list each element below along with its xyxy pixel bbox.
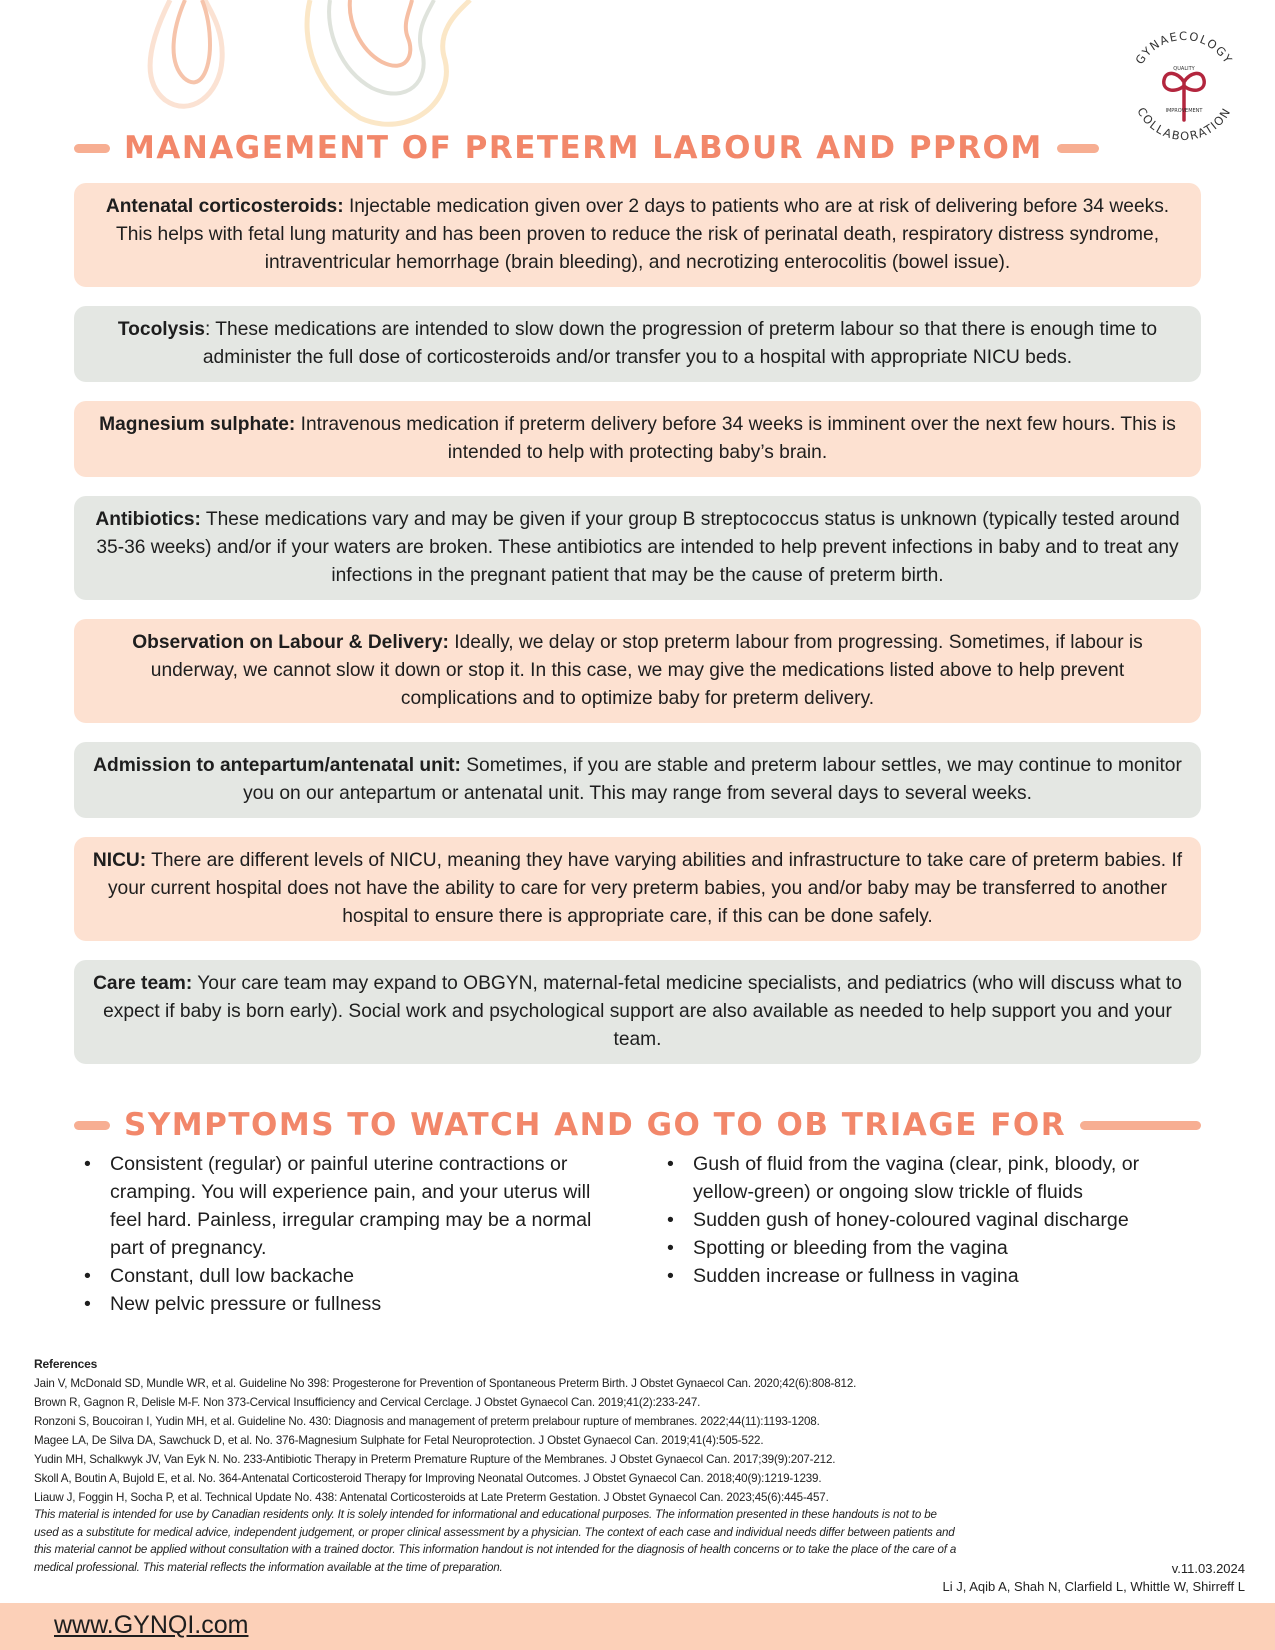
list-item: • Sudden gush of honey-coloured vaginal discharge xyxy=(667,1206,1187,1234)
decorative-rings xyxy=(110,0,530,130)
section-title: MANAGEMENT OF PRETERM LABOUR AND PPROM xyxy=(124,130,1043,166)
card-text: : These medications are intended to slow down the progression of preterm labour so that there is enough time to administer the full dose of corticosteroids and/or transfer you to a hospital with appropriate NICU beds. xyxy=(202,319,1158,368)
references xyxy=(34,1355,1044,1507)
list-item: • New pelvic pressure or fullness xyxy=(84,1290,594,1318)
card-nicu xyxy=(74,837,1201,941)
disclaimer: This material is intended for use by Canadian residents only. It is solely intended for informational and educational purposes. The information presented in these handouts is not to be used as a substitute for medical advice, independent judgement, or proper clinical assessment by a physician. The context of each case and individual needs differ between patients and this material cannot be applied without consultation with a trained doctor. This information handout is not intended for the diagnosis of health concerns or to take the place of the care of a medical professional. This material reflects the information available at the time of preparation. xyxy=(34,1508,957,1574)
card-antenatal-corticosteroids xyxy=(74,183,1201,287)
card-antibiotics xyxy=(74,496,1201,600)
reference-item: Jain V, McDonald SD, Mundle WR, et al. Guideline No 398: Progesterone for Prevention of Spontaneous Preterm Birth. J Obstet Gynaecol Can. 2020;42(6):808-812. xyxy=(34,1377,857,1390)
heading-bar-left xyxy=(74,1121,110,1130)
list-item: • Gush of fluid from the vagina (clear, pink, bloody, or yellow-green) or ongoing slow trickle of fluids xyxy=(667,1150,1187,1206)
list-item: • Constant, dull low backache xyxy=(84,1262,594,1290)
card-observation xyxy=(74,619,1201,723)
references-title: References xyxy=(34,1357,98,1371)
website-link[interactable]: www.GYNQI.com xyxy=(54,1611,249,1639)
card-text: Injectable medication given over 2 days to patients who are at risk of delivering before 34 weeks. This helps with fetal lung maturity and has been proven to reduce the risk of perinatal death, respiratory distress syndrome, intraventricular hemorrhage (brain bleeding), and necrotizing enterocolitis (bowel issue). xyxy=(115,196,1170,273)
list-item: • Sudden increase or fullness in vagina xyxy=(667,1262,1187,1290)
card-admission xyxy=(74,742,1201,818)
list-item: • Consistent (regular) or painful uterine contractions or cramping. You will experience pain, and your uterus will feel hard. Painless, irregular cramping may be a normal part of pregnancy. xyxy=(84,1150,594,1262)
section-heading-symptoms xyxy=(74,1107,1201,1143)
svg-text:IMPROVEMENT: IMPROVEMENT xyxy=(1165,108,1203,114)
card-text: There are different levels of NICU, meaning they have varying abilities and infrastructure to take care of preterm babies. If your current hospital does not have the ability to care for very preterm babies, you and/or baby may be transferred to another hospital to ensure there is appropriate care, if this can be done safely. xyxy=(107,850,1183,927)
card-text: Ideally, we delay or stop preterm labour from progressing. Sometimes, if labour is underway, we cannot slow it down or stop it. In this case, we may give the medications listed above to help prevent complications and to optimize baby for preterm delivery. xyxy=(150,632,1143,709)
section-title: SYMPTOMS TO WATCH AND GO TO OB TRIAGE FOR xyxy=(124,1107,1067,1143)
reference-item: Liauw J, Foggin H, Socha P, et al. Technical Update No. 438: Antenatal Corticosteroids at Late Preterm Gestation. J Obstet Gynaecol Can. 2023;45(6):445-457. xyxy=(34,1491,829,1504)
card-label: Care team: xyxy=(93,973,193,994)
card-label: Magnesium sulphate: xyxy=(99,414,296,435)
heading-bar-right xyxy=(1057,144,1099,153)
symptoms-list-left xyxy=(84,1150,594,1318)
gynqi-logo xyxy=(1118,22,1250,154)
version-info xyxy=(942,1560,1245,1596)
reference-item: Magee LA, De Silva DA, Sawchuck D, et al. No. 376-Magnesium Sulphate for Fetal Neuroprotection. J Obstet Gynaecol Can. 2019;41(4):505-522. xyxy=(34,1434,764,1447)
card-label: Antibiotics: xyxy=(95,509,201,530)
card-tocolysis xyxy=(74,306,1201,382)
card-label: Tocolysis xyxy=(117,319,205,340)
card-label: Observation on Labour & Delivery: xyxy=(132,632,449,653)
card-text: Intravenous medication if preterm delivery before 34 weeks is imminent over the next few hours. This is intended to help with protecting baby’s brain. xyxy=(295,414,1176,463)
management-cards xyxy=(74,183,1201,1083)
heading-bar-left xyxy=(74,144,110,153)
version-number: v.11.03.2024 xyxy=(1171,1561,1245,1576)
authors: Li J, Aqib A, Shah N, Clarfield L, Whittle W, Shirreff L xyxy=(942,1579,1245,1594)
card-text: Sometimes, if you are stable and preterm labour settles, we may continue to monitor you on our antepartum or antenatal unit. This may range from several days to several weeks. xyxy=(243,755,1182,804)
reference-item: Skoll A, Boutin A, Bujold E, et al. No. 364-Antenatal Corticosteroid Therapy for Improving Neonatal Outcomes. J Obstet Gynaecol Can. 2018;40(9):1219-1239. xyxy=(34,1472,822,1485)
reference-item: Ronzoni S, Boucoiran I, Yudin MH, et al. Guideline No. 430: Diagnosis and management of preterm prelabour rupture of membranes. 2022;44(11):1193-1208. xyxy=(34,1415,820,1428)
symptoms-list-right xyxy=(667,1150,1187,1290)
svg-text:QUALITY: QUALITY xyxy=(1173,66,1195,72)
card-label: Antenatal corticosteroids: xyxy=(105,196,344,217)
footer-band xyxy=(0,1603,1275,1650)
card-care-team xyxy=(74,960,1201,1064)
card-label: Admission to antepartum/antenatal unit: xyxy=(93,755,461,776)
heading-bar-right xyxy=(1080,1121,1201,1130)
card-text: These medications vary and may be given if your group B streptococcus status is unknown (typically tested around 35-36 weeks) and/or if your waters are broken. These antibiotics are intended to help prevent infections in baby and to treat any infections in the pregnant patient that may be the cause of preterm birth. xyxy=(96,509,1180,586)
card-text: Your care team may expand to OBGYN, maternal-fetal medicine specialists, and pediatrics (who will discuss what to expect if baby is born early). Social work and psychological support are also available as needed to help support you and your team. xyxy=(103,973,1182,1050)
reference-item: Yudin MH, Schalkwyk JV, Van Eyk N. No. 233-Antibiotic Therapy in Preterm Premature Rupture of the Membranes. J Obstet Gynaecol Can. 2017;39(9):207-212. xyxy=(34,1453,836,1466)
reference-item: Brown R, Gagnon R, Delisle M-F. Non 373-Cervical Insufficiency and Cervical Cerclage. J Obstet Gynaecol Can. 2019;41(2):233-247. xyxy=(34,1396,701,1409)
card-magnesium-sulphate xyxy=(74,401,1201,477)
section-heading-management xyxy=(74,130,1099,166)
list-item: • Spotting or bleeding from the vagina xyxy=(667,1234,1187,1262)
svg-text:COLLABORATION: COLLABORATION xyxy=(1134,104,1234,144)
card-label: NICU: xyxy=(92,850,147,871)
svg-text:GYNAECOLOGY: GYNAECOLOGY xyxy=(1132,28,1236,67)
